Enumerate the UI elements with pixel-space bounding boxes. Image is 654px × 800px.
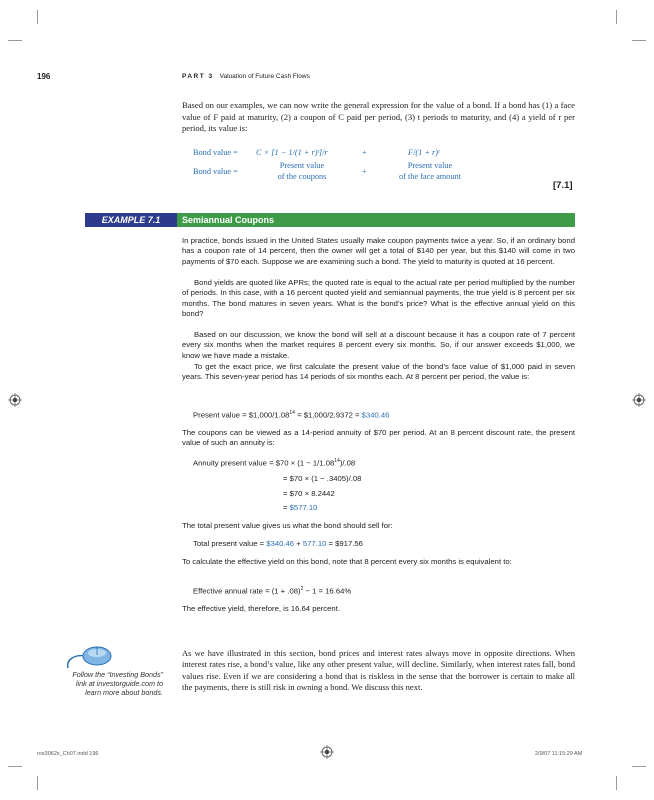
annuity-equation-line-1 [193, 458, 355, 468]
formula-coupon-label-b: of the coupons [277, 172, 327, 181]
closing-paragraph: As we have illustrated in this section, bond prices and interest rates always move in opposite directions. When interest rates rise, a bond’s value, like any other present value, will decline. Similarly, when interest rates fall, bond values rise. Even if we are considering a bond that is riskless in the sense that the borrower is certain to make all the payments, there is still risk in owning a bond. We discuss this next. [182, 648, 575, 692]
annuity-exponent: 14 [334, 458, 340, 464]
formula-plus: + [362, 148, 367, 157]
crop-mark [616, 10, 617, 24]
crop-mark [8, 40, 22, 41]
running-header [182, 73, 310, 80]
example-paragraph-2: Bond yields are quoted like APRs; the quoted rate is equal to the actual rate per period multiplied by the number of periods. In this case, with a 16 percent quoted yield and semiannual payments, the true yield is 8 percent per six months. The bond matures in seven years. What is the bond’s price? What is the effective annual yield on this bond? [182, 278, 575, 318]
total-pv-equation [193, 539, 363, 548]
crop-mark [632, 40, 646, 41]
formula-face-term: F/(1 + r)ᵗ [408, 148, 440, 157]
part-title: Valuation of Future Cash Flows [219, 73, 310, 80]
present-value-equation [193, 410, 389, 420]
tpv-a: $340.46 [266, 539, 295, 548]
example-paragraph-3: Based on our discussion, we know the bond will sell at a discount because it has a coupon rate of 7 percent every six months when the market requires 8 percent every six months. So, if our answer exceeds $1,000, we know we have made a mistake. [182, 330, 575, 360]
tpv-text: Total present value = [193, 539, 267, 548]
ear-text: Effective annual rate = (1 + .08) [193, 586, 301, 596]
tpv-b: 577.10 [302, 539, 327, 548]
pv-result: $340.46 [361, 410, 390, 420]
example-title: Semiannual Coupons [177, 213, 575, 227]
example-paragraph-5: The coupons can be viewed as a 14-period annuity of $70 per period. At an 8 percent discount rate, the present value of such an annuity is: [182, 428, 575, 448]
annuity-lhs: Annuity present value = [193, 458, 276, 468]
sidebar-note: Follow the “Investing Bonds” link at investorguide.com to learn more about bonds. [72, 670, 163, 697]
footer-file-slug: ros3062x_Ch07.indd 196 [37, 751, 99, 757]
formula-face-label [380, 160, 480, 182]
pv-exponent: 14 [289, 410, 295, 416]
annuity-result: $577.10 [289, 503, 318, 512]
annuity-equation-line-2: = $70 × (1 − .3405)/.08 [283, 474, 362, 483]
tpv-plus: + [294, 539, 303, 548]
example-banner [85, 213, 575, 227]
formula-coupon-label-a: Present value [279, 161, 325, 170]
formula-face-label-b: of the face amount [399, 172, 461, 181]
tpv-rest: = $917.56 [326, 539, 363, 548]
registration-mark-icon [8, 393, 22, 407]
annuity-eq-sign: = [283, 503, 290, 512]
intro-paragraph: Based on our examples, we can now write the general expression for the value of a bond. If a bond has (1) a face value of F paid at maturity, (2) a coupon of C paid per period, (3) t periods to maturity, and (4) a yield of r per period, its value is: [182, 100, 575, 133]
effective-rate-equation [193, 586, 351, 596]
pv-rest: = $1,000/2.9372 = [294, 410, 362, 420]
example-paragraph-8: The effective yield, therefore, is 16.64 percent. [182, 604, 340, 613]
registration-mark-icon [320, 745, 334, 759]
page-number: 196 [37, 72, 51, 81]
annuity-line-1: $70 × (1 − 1/1.08 [275, 458, 335, 468]
formula-line2-lhs: Bond value = [193, 167, 238, 176]
formula-face-label-a: Present value [407, 161, 453, 170]
pv-text: Present value = $1,000/1.08 [193, 410, 290, 420]
footer-timestamp: 2/9/07 11:15:29 AM [535, 751, 583, 757]
crop-mark [8, 766, 22, 767]
ear-exponent: 2 [300, 586, 304, 592]
formula-coupon-label [262, 160, 342, 182]
example-paragraph-7: To calculate the effective yield on this bond, note that 8 percent every six months is equivalent to: [182, 557, 512, 566]
formula-plus-2: + [362, 167, 367, 176]
formula-number: [7.1] [553, 180, 573, 191]
formula-coupon-term: C × [1 − 1/(1 + r)ᵗ]/r [256, 148, 328, 157]
annuity-equation-line-3: = $70 × 8.2442 [283, 489, 335, 498]
crop-mark [37, 776, 38, 790]
annuity-equation-line-4 [283, 503, 317, 512]
crop-mark [616, 776, 617, 790]
example-label: EXAMPLE 7.1 [85, 213, 177, 227]
registration-mark-icon [632, 393, 646, 407]
crop-mark [37, 10, 38, 24]
computer-mouse-icon [64, 642, 114, 672]
part-label: PART 3 [182, 73, 214, 80]
example-paragraph-4: To get the exact price, we first calculate the present value of the bond’s face value of $1,000 paid in seven years. This seven-year period has 14 periods of six months each. At 8 percent per period, the value is: [182, 362, 575, 382]
example-paragraph-1: In practice, bonds issued in the United States usually make coupon payments twice a year. So, if an ordinary bond has a coupon rate of 14 percent, then the owner will get a total of $140 per year, but this $140 will come in two payments of $70 each. Suppose we are examining such a bond. The yield to maturity is quoted at 16 percent. [182, 236, 575, 266]
crop-mark [632, 766, 646, 767]
annuity-line-1-end: )/.08 [339, 458, 356, 468]
ear-rest: − 1 = 16.64% [303, 586, 352, 596]
example-paragraph-6: The total present value gives us what the bond should sell for: [182, 521, 393, 530]
formula-line1-lhs: Bond value = [193, 148, 238, 157]
